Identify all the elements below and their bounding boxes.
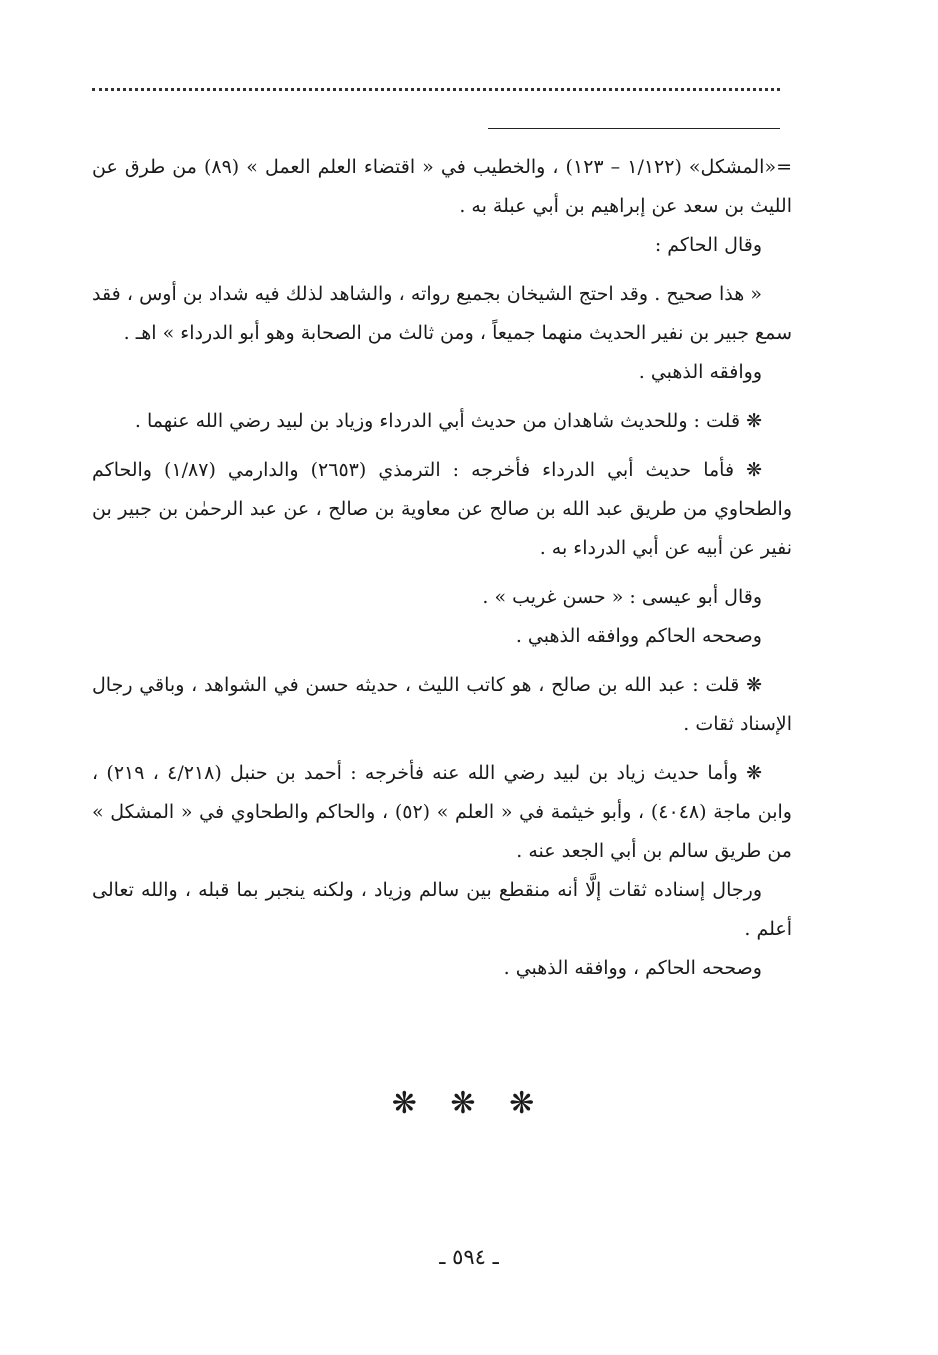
dotted-separator: [92, 88, 780, 91]
paragraph-ziyad-hadith: ❋ وأما حديث زياد بن لبيد رضي الله عنه فأخرجه : أحمد بن حنبل (٤/٢١٨ ، ٢١٩) ، وابن ماجة (٤٠٤٨) ، وأبو خيثمة في « العلم » (٥٢) ، والحاكم والطحاوي في « المشكل » من طريق سالم بن أبي الجعد عنه .: [92, 762, 792, 862]
paragraph-two-witnesses: ❋ قلت : وللحديث شاهدان من حديث أبي الدرداء وزياد بن لبيد رضي الله عنهما .: [134, 410, 762, 432]
paragraph-abdullah-bin-salih: ❋ قلت : عبد الله بن صالح ، هو كاتب الليث ، حديثه حسن في الشواهد ، وباقي رجال الإسناد ثقات .: [92, 674, 792, 735]
paragraph-final-authentication: وصححه الحاكم ، ووافقه الذهبي .: [503, 957, 762, 979]
section-end-ornaments: ❋ ❋ ❋: [391, 1086, 547, 1121]
paragraph-abu-darda-hadith: ❋ فأما حديث أبي الدرداء فأخرجه : الترمذي (٢٦٥٣) والدارمي (١/٨٧) والحاكم والطحاوي من طريق عبد الله بن صالح عن معاوية بن صالح ، عن عبد الرحمٰن بن جبير بن نفير عن أبيه عن أبي الدرداء به .: [92, 459, 792, 559]
paragraph-continuation: =«المشكل» (١/١٢٢ – ١٢٣) ، والخطيب في « اقتضاء العلم العمل » (٨٩) من طرق عن الليث بن سعد عن إبراهيم بن أبي عبلة به .: [92, 156, 792, 217]
paragraph-dhahabi-agreed: ووافقه الذهبي .: [638, 361, 762, 383]
footnote-rule: [488, 128, 780, 129]
paragraph-hakim-said: وقال الحاكم :: [654, 234, 762, 256]
paragraph-chain-narrators: ورجال إسناده ثقات إلَّا أنه منقطع بين سالم وزياد ، ولكنه ينجبر بما قبله ، والله تعالى أعلم .: [92, 879, 792, 940]
paragraph-hakim-quote: « هذا صحيح . وقد احتج الشيخان بجميع رواته ، والشاهد لذلك فيه شداد بن أوس ، فقد سمع جبير بن نفير الحديث منهما جميعاً ، ومن ثالث من الصحابة وهو أبو الدرداء » اهـ .: [92, 283, 792, 344]
paragraph-hakim-authenticated: وصححه الحاكم ووافقه الذهبي .: [515, 625, 762, 647]
page-number: ـ ٥٩٤ ـ: [439, 1245, 499, 1269]
paragraph-abu-isa-said: وقال أبو عيسى : « حسن غريب » .: [482, 586, 762, 608]
body-text: [92, 148, 792, 998]
